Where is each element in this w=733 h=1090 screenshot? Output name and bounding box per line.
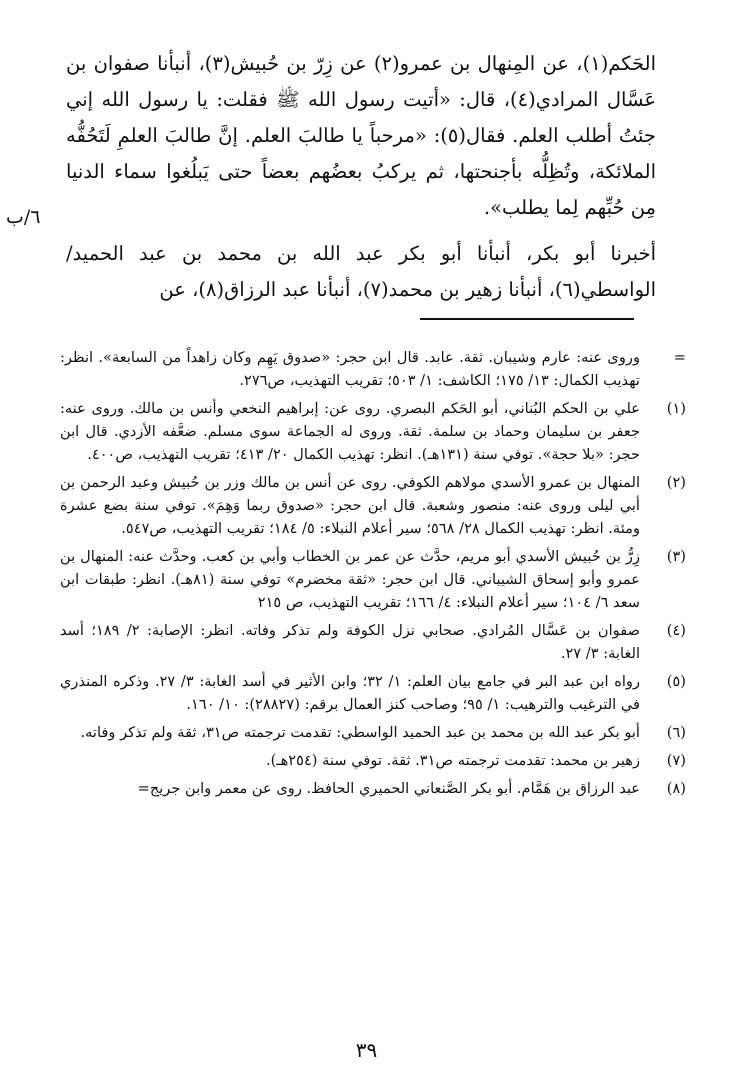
footnote-number: (٦) — [666, 724, 686, 741]
footnote-3 — [60, 545, 686, 614]
margin-folio-reference: ٦/ب — [6, 206, 41, 228]
footnote-text: أبو بكر عبد الله بن محمد بن عبد الحميد الواسطي: تقدمت ترجمته ص٣١، ثقة ولم تذكر وفاته. — [80, 724, 640, 741]
main-paragraph-2: أخبرنا أبو بكر، أنبأنا أبو بكر عبد الله بن محمد بن عبد الحميد/ الواسطي(٦)، أنبأنا زهير بن محمد(٧)، أنبأنا عبد الرزاق(٨)، عن — [66, 242, 656, 301]
footnote-separator — [420, 318, 634, 320]
footnote-8 — [60, 777, 686, 800]
footnote-text: وروى عنه: عارم وشيبان. ثقة. عابد. قال ابن حجر: «صدوق يَهِم وكان زاهداً من السابعة». انظر: تهذيب الكمال: ١٣/ ١٧٥؛ الكاشف: ١/ ٥٠٣؛ تقريب التهذيب، ص٢٧٦. — [60, 349, 640, 389]
footnote-number: (٨) — [666, 780, 686, 797]
footnote-4 — [60, 619, 686, 665]
footnote-continuation — [60, 346, 686, 392]
footnotes — [60, 346, 686, 805]
footnote-number: (٧) — [666, 752, 686, 769]
footnote-number: (١) — [666, 400, 686, 417]
footnote-text: المنهال بن عمرو الأسدي مولاهم الكوفي. روى عن أنس بن مالك وزر بن حُبيش وعبد الرحمن بن أبي ليلى وروى عنه: منصور وشعبة. قال ابن حجر: «صدوق ربما وَهِمَ». توفي سنة بضع عشرة ومئة. انظر: تهذيب الكمال ٢٨/ ٥٦٨؛ سير أعلام النبلاء: ٥/ ١٨٤؛ تقريب التهذيب، ص٥٤٧. — [60, 474, 640, 537]
footnote-text: عبد الرزاق بن هَمَّام. أبو بكر الصَّنعاني الحميري الحافظ. روى عن معمر وابن جريج= — [137, 780, 640, 797]
footnote-number: (٢) — [666, 474, 686, 491]
page-number: ٣٩ — [355, 1038, 378, 1062]
footnote-text: علي بن الحكم البُناني، أبو الحَكم البصري. روى عن: إبراهيم النخعي وأنس بن مالك. وروى عنه: جعفر بن سليمان وحماد بن سلمة. ثقة. وروى له الجماعة سوى مسلم. ضعَّفه الأزدي. قال ابن حجر: «بلا حجة». توفي سنة (١٣١هـ). انظر: تهذيب الكمال ٢٠/ ٤١٣؛ تقريب التهذيب، ص٤٠٠. — [60, 400, 640, 463]
footnote-number: (٤) — [666, 622, 686, 639]
main-paragraph-1: الحَكم(١)، عن المِنهال بن عمرو(٢) عن زِرّ بن حُبيش(٣)، أنبأنا صفوان بن عَسَّال المرادي(٤)، قال: «أتيت رسول الله ﷺ فقلت: يا رسول الله إني جئتُ أطلب العلم. فقال(٥): «مرحباً يا طالبَ العلم. إنَّ طالبَ العلمِ لَتَحُفُّه الملائكة، وتُظِلُّه بأجنحتها، ثم يركبُ بعضُهم بعضاً حتى يَبلُغوا سماء الدنيا مِن حُبِّهم لِما يطلب». — [66, 52, 657, 219]
footnote-text: زِرُّ بن حُبيش الأسدي أبو مريم، حدَّث عن عمر بن الخطاب وأبي بن كعب. وحدَّث عنه: المنهال بن عمرو وأبو إسحاق الشيباني. قال ابن حجر: «ثقة مخضرم» توفي سنة (٨١هـ). انظر: طبقات ابن سعد ٦/ ١٠٤؛ سير أعلام النبلاء: ٤/ ١٦٦؛ تقريب التهذيب، ص ٢١٥ — [60, 548, 641, 611]
footnote-1 — [60, 397, 686, 466]
footnote-text: صفوان بن عَسَّال المُرادي. صحابي نزل الكوفة ولم تذكر وفاته. انظر: الإصابة: ٢/ ١٨٩؛ أسد الغابة: ٣/ ٢٧. — [60, 622, 640, 662]
footnote-7 — [60, 749, 686, 772]
footnote-5 — [60, 670, 686, 716]
footnote-number: = — [673, 349, 686, 366]
main-text — [66, 46, 656, 308]
footnote-text: رواه ابن عبد البر في جامع بيان العلم: ١/ ٣٢؛ وابن الأثير في أسد الغابة: ٣/ ٢٧. وذكره المنذري في الترغيب والترهيب: ١/ ٩٥؛ وصاحب كنز العمال برقم: (٢٨٨٢٧): ١٠/ ١٦٠. — [60, 673, 641, 713]
footnote-2 — [60, 471, 686, 540]
footnote-number: (٣) — [666, 548, 686, 565]
footnote-text: زهير بن محمد: تقدمت ترجمته ص٣١. ثقة. توفي سنة (٢٥٤هـ). — [265, 752, 640, 769]
footnote-number: (٥) — [666, 673, 686, 690]
footnote-6 — [60, 721, 686, 744]
